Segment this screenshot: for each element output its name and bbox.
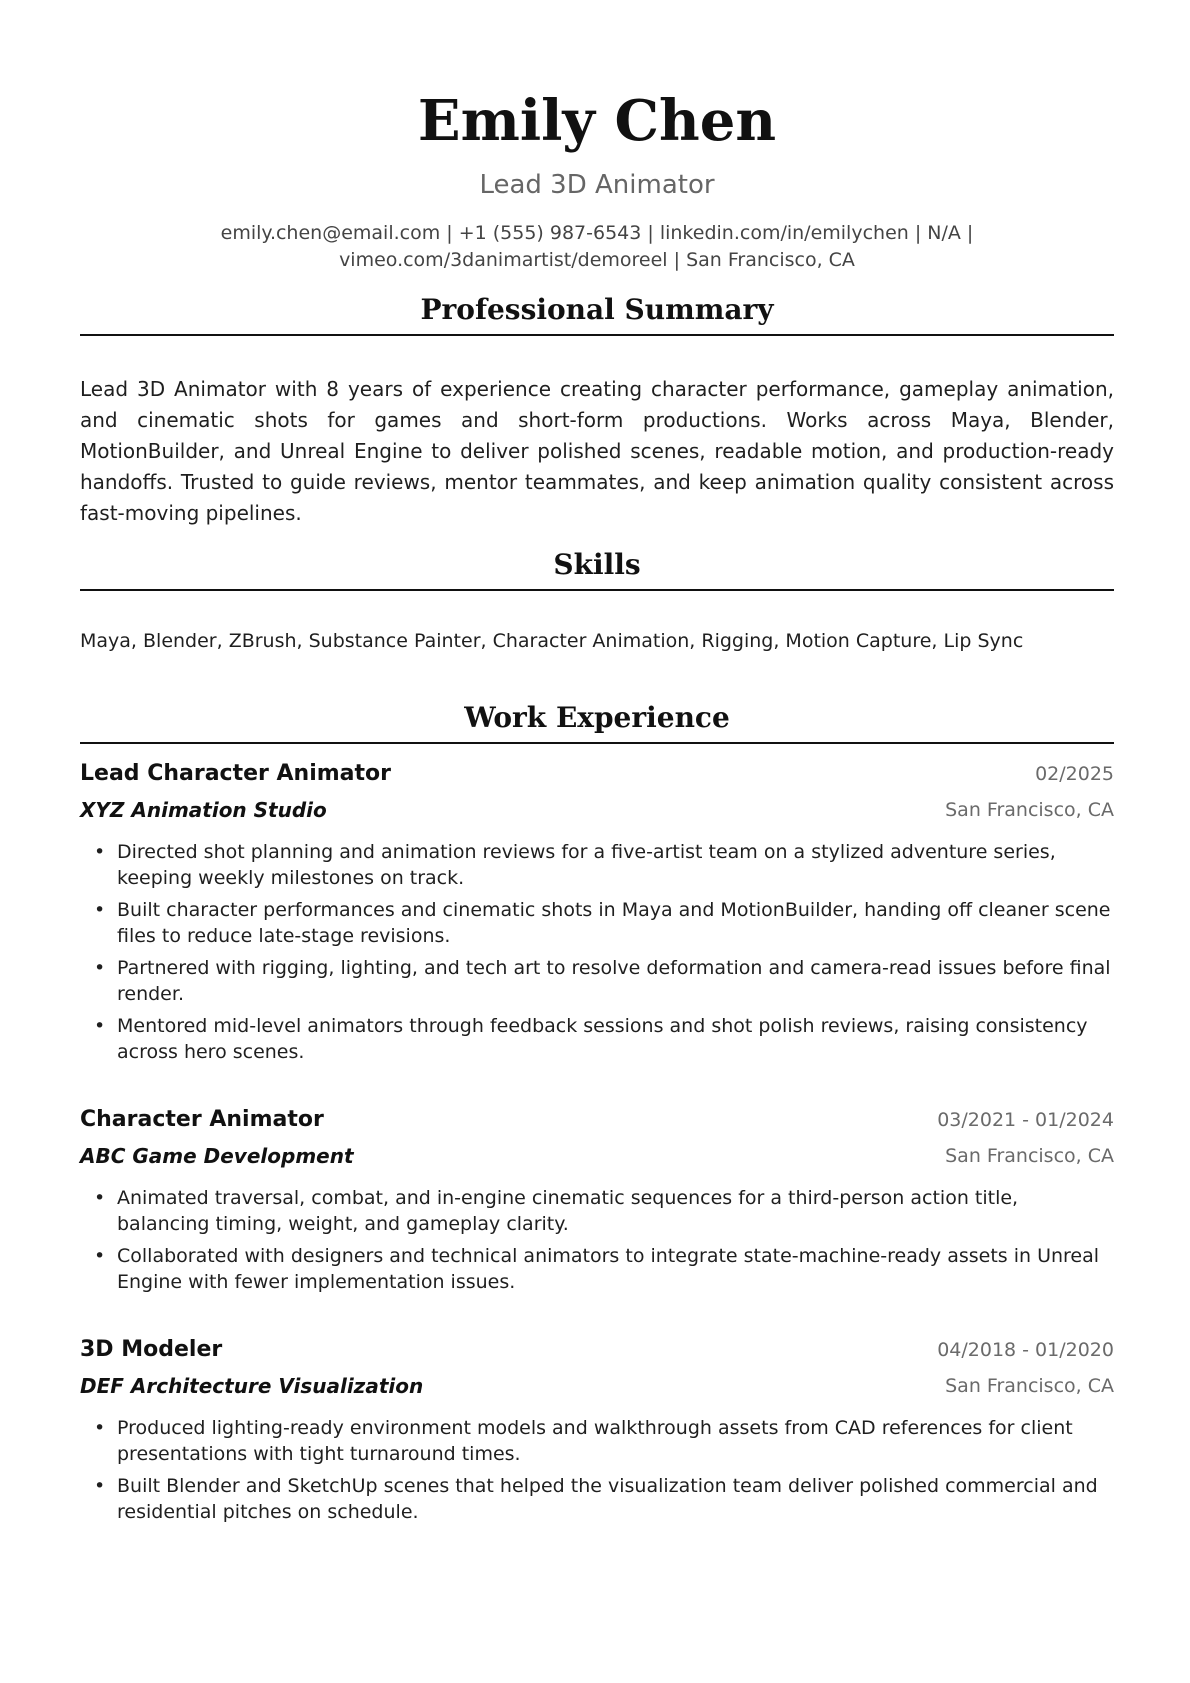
job-location: San Francisco, CA [945,1145,1114,1167]
job-bullets [80,1415,1114,1525]
summary-section [80,292,1114,336]
job-entry [80,1103,1114,1301]
candidate-title: Lead 3D Animator [479,170,715,200]
experience-heading: Work Experience [464,701,730,734]
bullet-item: • Animated traversal, combat, and in-engine cinematic sequences for a third-person action title, balancing timing, weight, and gameplay clarity. [80,1185,1114,1237]
job-bullets [80,839,1114,1065]
job-entry [80,757,1114,1071]
experience-section [80,700,1114,744]
job-title: 3D Modeler [80,1337,223,1362]
summary-text: Lead 3D Animator with 8 years of experience creating character performance, gameplay animation, and cinematic shots for games and short-form productions. Works across Maya, Blender, MotionBuilder, and Unreal Engine to deliver polished scenes, readable motion, and production-ready handoffs. Trusted to guide reviews, mentor teammates, and keep animation quality consistent across fast-moving pipelines. [80,377,1114,525]
job-header-row [80,1333,1114,1369]
company-name: XYZ Animation Studio [80,798,327,822]
bullet-item: • Directed shot planning and animation reviews for a five-artist team on a stylized adventure series, keeping weekly milestones on track. [80,839,1114,891]
bullet-item: • Mentored mid-level animators through feedback sessions and shot polish reviews, raising consistency across hero scenes. [80,1013,1114,1065]
company-name: ABC Game Development [80,1144,354,1168]
job-date: 04/2018 - 01/2020 [937,1339,1114,1361]
contact-info [80,220,1114,274]
skills-heading: Skills [553,548,641,581]
job-location: San Francisco, CA [945,799,1114,821]
job-entry [80,1333,1114,1531]
skills-list: Maya, Blender, ZBrush, Substance Painter, Character Animation, Rigging, Motion Capture, Lip Sync [80,630,1024,652]
job-date: 03/2021 - 01/2024 [937,1109,1114,1131]
job-date: 02/2025 [1035,763,1114,785]
bullet-item: • Partnered with rigging, lighting, and tech art to resolve deformation and camera-read issues before final render. [80,955,1114,1007]
skills-section [80,547,1114,591]
candidate-name: Emily Chen [417,88,777,154]
bullet-item: • Built character performances and cinematic shots in Maya and MotionBuilder, handing off cleaner scene files to reduce late-stage revisions. [80,897,1114,949]
job-company-row [80,1139,1114,1175]
section-divider [80,589,1114,591]
job-title: Lead Character Animator [80,761,392,786]
bullet-item: • Produced lighting-ready environment models and walkthrough assets from CAD references for client presentations with tight turnaround times. [80,1415,1114,1467]
section-divider [80,742,1114,744]
job-bullets [80,1185,1114,1295]
summary-heading: Professional Summary [420,293,774,326]
job-title: Character Animator [80,1107,324,1132]
bullet-item: • Collaborated with designers and technical animators to integrate state-machine-ready assets in Unreal Engine with fewer implementation issues. [80,1243,1114,1295]
contact-line-1: emily.chen@email.com | +1 (555) 987-6543 | linkedin.com/in/emilychen | N/A | [220,222,974,244]
section-divider [80,334,1114,336]
company-name: DEF Architecture Visualization [80,1374,424,1398]
bullet-item: • Built Blender and SketchUp scenes that helped the visualization team deliver polished commercial and residential pitches on schedule. [80,1473,1114,1525]
contact-line-2: vimeo.com/3danimartist/demoreel | San Francisco, CA [339,249,855,271]
job-company-row [80,793,1114,829]
job-header-row [80,757,1114,793]
job-location: San Francisco, CA [945,1375,1114,1397]
job-company-row [80,1369,1114,1405]
job-header-row [80,1103,1114,1139]
